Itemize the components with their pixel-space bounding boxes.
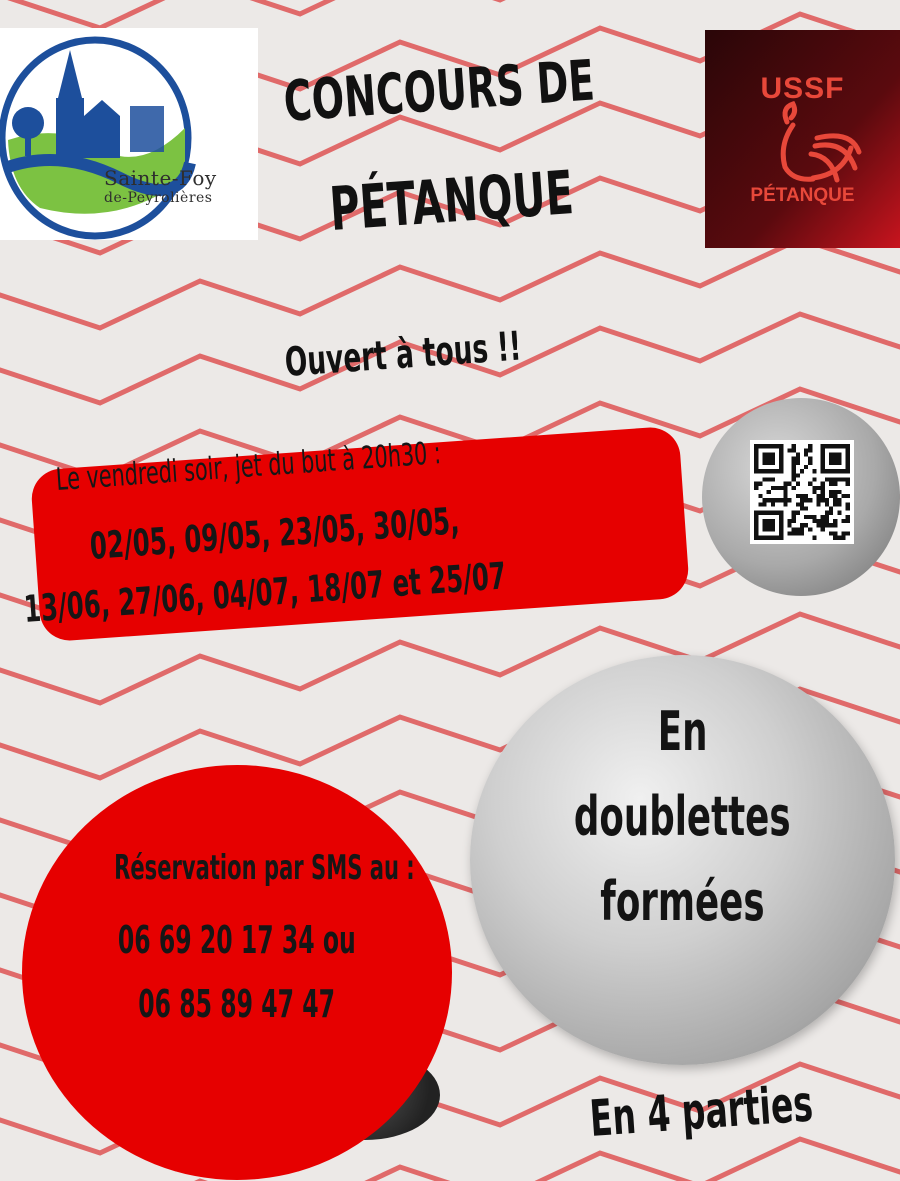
subtitle: Ouvert à tous !!	[283, 323, 523, 386]
qr-module	[800, 494, 804, 498]
qr-module	[800, 469, 804, 473]
qr-module	[825, 515, 829, 519]
qr-module	[837, 536, 841, 540]
qr-module	[783, 482, 787, 486]
qr-module	[821, 498, 825, 502]
qr-module	[808, 527, 812, 531]
qr-module	[846, 532, 850, 536]
reservation-label-text: Réservation par SMS au :	[114, 848, 415, 888]
qr-module	[792, 486, 796, 490]
qr-module	[833, 498, 837, 502]
qr-module	[758, 494, 762, 498]
qr-module	[792, 461, 796, 465]
qr-module	[829, 507, 833, 511]
qr-module	[800, 532, 804, 536]
qr-module	[762, 498, 766, 502]
qr-module	[842, 536, 846, 540]
qr-module	[833, 532, 837, 536]
qr-module	[817, 498, 821, 502]
schedule-intro: Le vendredi soir, jet du but à 20h30 :	[54, 435, 443, 498]
qr-module	[833, 490, 837, 494]
qr-module	[808, 498, 812, 502]
qr-module	[812, 469, 816, 473]
qr-module	[779, 498, 783, 502]
qr-module	[829, 477, 833, 481]
qr-module	[804, 515, 808, 519]
qr-module	[796, 482, 800, 486]
qr-module	[825, 498, 829, 502]
reservation-label	[22, 848, 452, 888]
qr-module	[846, 482, 850, 486]
qr-module	[792, 444, 796, 448]
qr-module	[796, 494, 800, 498]
qr-module	[804, 448, 808, 452]
qr-module	[833, 494, 837, 498]
qr-module	[804, 523, 808, 527]
format-line-1-text: En	[657, 700, 708, 763]
qr-module	[817, 494, 821, 498]
phone-number-2[interactable]	[22, 982, 452, 1026]
qr-module	[804, 465, 808, 469]
qr-module	[804, 452, 808, 456]
qr-module	[825, 502, 829, 506]
qr-module	[812, 486, 816, 490]
qr-module	[821, 527, 825, 531]
qr-module	[842, 494, 846, 498]
qr-module	[796, 461, 800, 465]
qr-module	[817, 502, 821, 506]
qr-module	[821, 523, 825, 527]
club-logo	[705, 30, 900, 248]
qr-module	[754, 482, 758, 486]
schedule-dates-line1: 02/05, 09/05, 23/05, 30/05,	[88, 499, 461, 568]
qr-module	[804, 498, 808, 502]
qr-module	[767, 477, 771, 481]
qr-module	[779, 486, 783, 490]
qr-module	[787, 498, 791, 502]
qr-module	[817, 519, 821, 523]
qr-module	[792, 519, 796, 523]
qr-module	[783, 498, 787, 502]
qr-module	[771, 486, 775, 490]
qr-module	[812, 519, 816, 523]
title-line-1: CONCOURS DE	[281, 48, 597, 135]
qr-module	[812, 515, 816, 519]
qr-module	[758, 502, 762, 506]
qr-module	[812, 536, 816, 540]
qr-module	[792, 532, 796, 536]
qr-module	[846, 477, 850, 481]
qr-module	[796, 452, 800, 456]
qr-module	[771, 502, 775, 506]
qr-module	[846, 502, 850, 506]
qr-module	[792, 469, 796, 473]
qr-module	[829, 494, 833, 498]
qr-module	[825, 523, 829, 527]
qr-module	[792, 511, 796, 515]
qr-module	[771, 477, 775, 481]
qr-module	[833, 477, 837, 481]
qr-module	[829, 511, 833, 515]
qr-module	[829, 482, 833, 486]
town-name-line2: de-Peyrolières	[104, 190, 213, 206]
qr-module	[796, 511, 800, 515]
qr-module	[787, 523, 791, 527]
qr-module	[787, 519, 791, 523]
qr-module	[808, 444, 812, 448]
qr-module	[792, 457, 796, 461]
qr-module	[800, 502, 804, 506]
qr-module	[825, 477, 829, 481]
qr-module	[846, 519, 850, 523]
qr-module	[804, 494, 808, 498]
qr-module	[792, 473, 796, 477]
qr-finder	[829, 452, 841, 464]
qr-module	[833, 519, 837, 523]
schedule-dates-line2: 13/06, 27/06, 04/07, 18/07 et 25/07	[22, 554, 508, 631]
qr-module	[800, 507, 804, 511]
qr-module	[825, 511, 829, 515]
qr-module	[783, 502, 787, 506]
qr-module	[821, 482, 825, 486]
qr-module	[792, 448, 796, 452]
church-icon	[56, 50, 120, 158]
qr-module	[817, 486, 821, 490]
qr-module	[833, 502, 837, 506]
club-name: USSF	[760, 72, 845, 105]
halftone-pattern	[705, 30, 900, 248]
qr-module	[783, 490, 787, 494]
town-logo	[0, 28, 258, 240]
qr-module	[754, 486, 758, 490]
qr-module	[821, 515, 825, 519]
qr-module	[837, 502, 841, 506]
qr-module	[833, 482, 837, 486]
rounds-count: En 4 parties	[587, 1074, 815, 1148]
qr-finder	[762, 519, 774, 531]
qr-module	[833, 536, 837, 540]
qr-module	[812, 477, 816, 481]
qr-module	[821, 519, 825, 523]
qr-module	[829, 523, 833, 527]
format-line-3-text: formées	[600, 870, 765, 933]
format-line-2-text: doublettes	[574, 785, 791, 848]
qr-module	[800, 523, 804, 527]
qr-module	[804, 507, 808, 511]
qr-module	[800, 498, 804, 502]
qr-module	[792, 477, 796, 481]
phone-number-2-text: 06 85 89 47 47	[138, 982, 336, 1026]
qr-module	[829, 490, 833, 494]
qr-module	[775, 498, 779, 502]
town-name-line1: Sainte-Foy	[104, 166, 217, 190]
qr-module	[783, 486, 787, 490]
qr-module	[767, 490, 771, 494]
qr-module	[817, 523, 821, 527]
qr-module	[767, 498, 771, 502]
qr-module	[808, 448, 812, 452]
qr-module	[796, 532, 800, 536]
qr-module	[837, 490, 841, 494]
town-emblem-icon	[0, 28, 258, 240]
qr-finder	[762, 452, 774, 464]
qr-module	[846, 515, 850, 519]
qr-module	[796, 457, 800, 461]
qr-code-icon[interactable]	[750, 440, 854, 544]
qr-module	[833, 523, 837, 527]
qr-module	[821, 490, 825, 494]
qr-module	[787, 532, 791, 536]
phone-number-1-text: 06 69 20 17 34 ou	[118, 918, 356, 962]
qr-module	[792, 515, 796, 519]
qr-module	[800, 527, 804, 531]
qr-module	[787, 482, 791, 486]
qr-module	[837, 477, 841, 481]
title-line-2: PÉTANQUE	[327, 158, 576, 245]
qr-module	[842, 532, 846, 536]
format-line-3	[470, 870, 895, 933]
qr-module	[796, 502, 800, 506]
qr-module	[837, 511, 841, 515]
qr-module	[842, 519, 846, 523]
qr-module	[758, 482, 762, 486]
qr-module	[846, 507, 850, 511]
qr-module	[762, 502, 766, 506]
qr-module	[825, 519, 829, 523]
qr-module	[808, 482, 812, 486]
qr-module	[812, 490, 816, 494]
qr-module	[787, 448, 791, 452]
club-sport: PÉTANQUE	[750, 185, 855, 206]
qr-module	[796, 473, 800, 477]
qr-module	[808, 515, 812, 519]
format-line-2	[470, 785, 895, 848]
qr-module	[846, 494, 850, 498]
qr-module	[821, 494, 825, 498]
qr-module	[783, 494, 787, 498]
qr-module	[808, 457, 812, 461]
qr-module	[796, 527, 800, 531]
qr-module	[792, 527, 796, 531]
qr-module	[821, 486, 825, 490]
qr-module	[762, 477, 766, 481]
red-petanque-ball	[22, 765, 452, 1180]
phone-number-1[interactable]	[22, 918, 452, 962]
format-line-1	[470, 700, 895, 763]
qr-module	[792, 465, 796, 469]
qr-module	[842, 477, 846, 481]
qr-module	[837, 498, 841, 502]
qr-module	[771, 498, 775, 502]
qr-module	[808, 461, 812, 465]
qr-module	[775, 486, 779, 490]
qr-module	[829, 532, 833, 536]
